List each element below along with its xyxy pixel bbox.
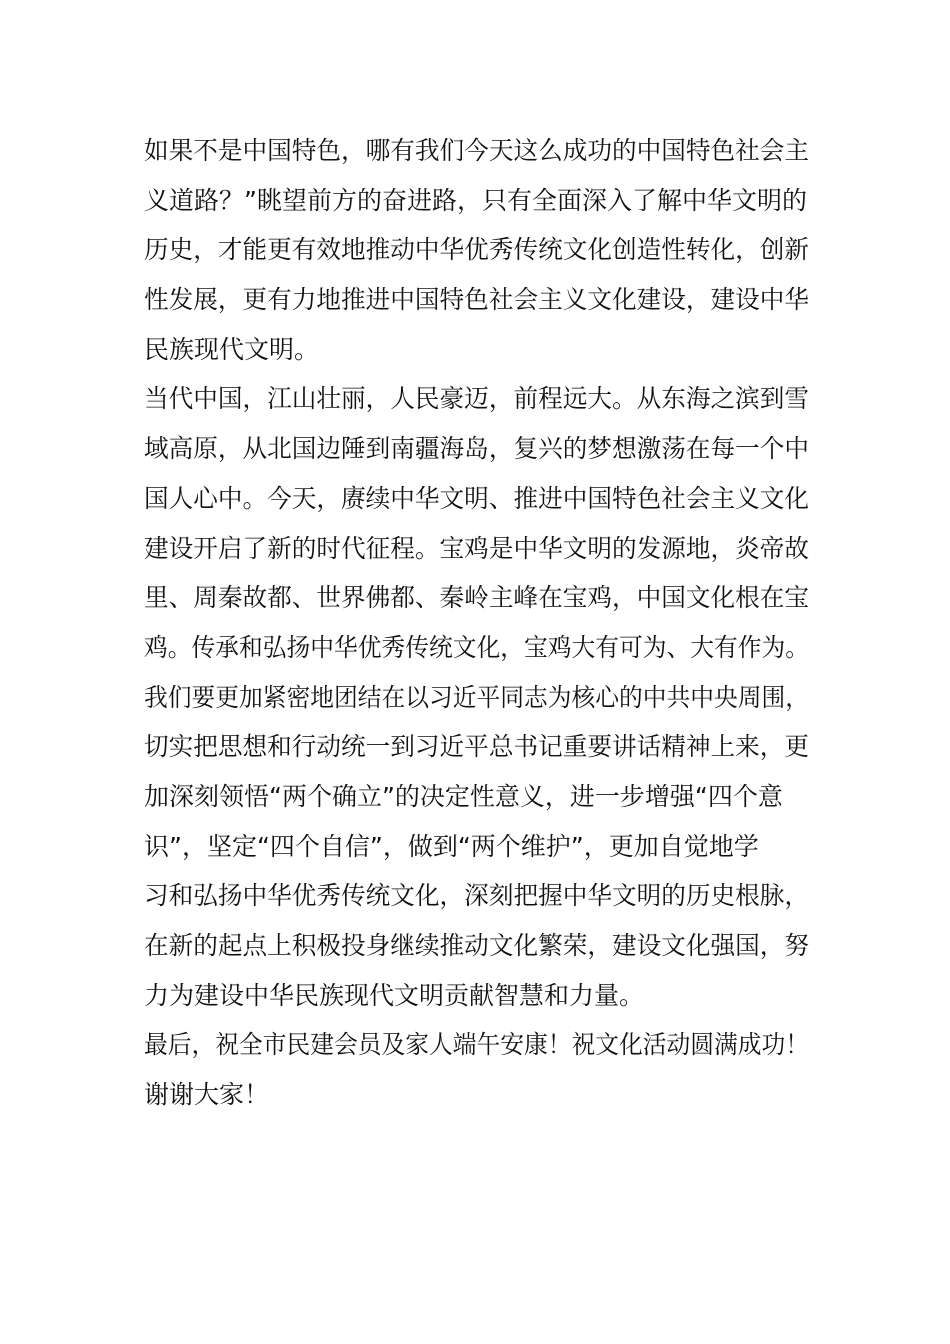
text-line: 如果不是中国特色，哪有我们今天这么成功的中国特色社会主 xyxy=(144,136,810,165)
text-line: 义道路？”眺望前方的奋进路，只有全面深入了解中华文明的 xyxy=(144,185,807,215)
text-line: 民族现代文明。 xyxy=(144,334,320,364)
text-line: 习和弘扬中华优秀传统文化，深刻把握中华文明的历史根脉， xyxy=(144,881,810,911)
document-body xyxy=(144,126,809,1120)
text-line: 历史，才能更有效地推动中华优秀传统文化创造性转化，创新 xyxy=(144,235,810,265)
text-line: 域高原，从北国边陲到南疆海岛，复兴的梦想激荡在每一个中 xyxy=(144,434,810,464)
text-line: 当代中国，江山壮丽，人民豪迈，前程远大。从东海之滨到雪 xyxy=(144,384,810,414)
text-line: 国人心中。今天，赓续中华文明、推进中国特色社会主义文化 xyxy=(144,483,810,513)
text-line: 力为建设中华民族现代文明贡献智慧和力量。 xyxy=(144,980,645,1010)
text-line: 我们要更加紧密地团结在以习近平同志为核心的中共中央周围， xyxy=(144,682,810,712)
text-line: 切实把思想和行动统一到习近平总书记重要讲话精神上来，更 xyxy=(144,732,810,762)
text-line: 建设开启了新的时代征程。宝鸡是中华文明的发源地，炎帝故 xyxy=(144,533,810,563)
text-line: 鸡。传承和弘扬中华优秀传统文化，宝鸡大有可为、大有作为。 xyxy=(144,632,810,662)
text-line: 谢谢大家！ xyxy=(144,1080,270,1110)
text-line: 在新的起点上积极投身继续推动文化繁荣，建设文化强国，努 xyxy=(144,931,810,960)
text-line: 加深刻领悟“两个确立”的决定性意义，进一步增强“四个意 xyxy=(144,781,783,811)
text-line: 最后，祝全市民建会员及家人端午安康！祝文化活动圆满成功！ xyxy=(144,1030,810,1060)
text-line: 性发展，更有力地推进中国特色社会主义文化建设，建设中华 xyxy=(144,285,810,315)
text-line: 识”，坚定“四个自信”，做到“两个维护”，更加自觉地学 xyxy=(144,831,759,861)
text-line: 里、周秦故都、世界佛都、秦岭主峰在宝鸡，中国文化根在宝 xyxy=(144,583,810,613)
